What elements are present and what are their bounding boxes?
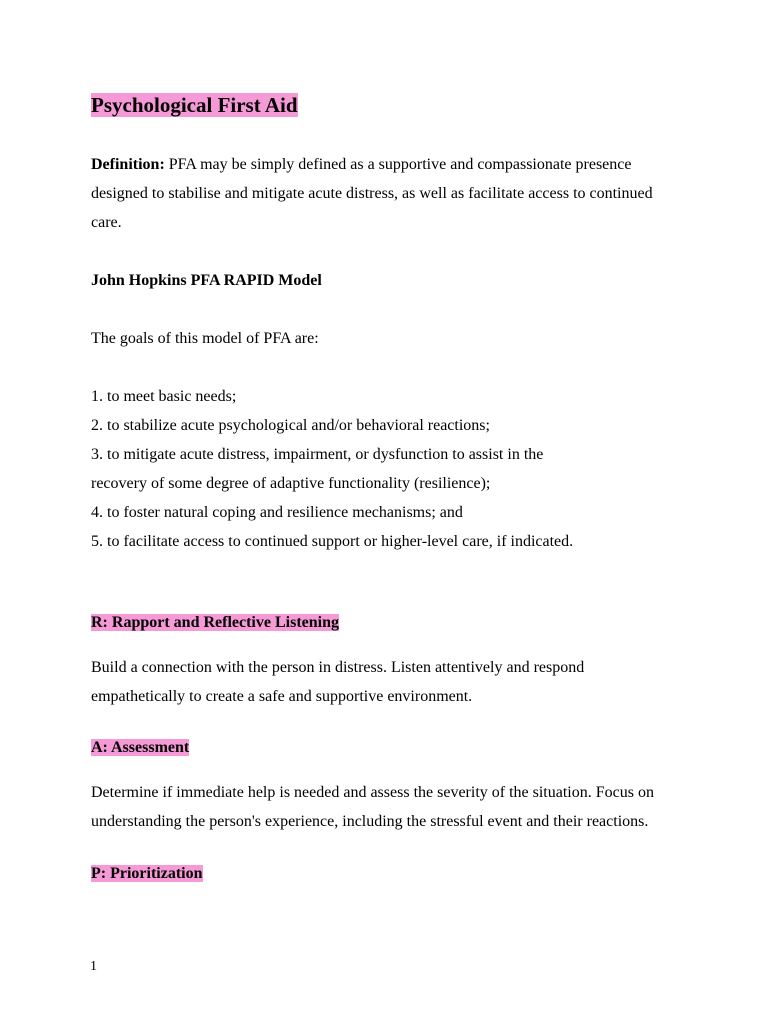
goals-list (91, 382, 573, 556)
title-highlight: Psychological First Aid (91, 93, 298, 117)
goals-intro: The goals of this model of PFA are: (91, 330, 319, 347)
goal-item: 4. to foster natural coping and resilience mechanisms; and (91, 504, 463, 521)
definition-label: Definition: (91, 156, 165, 173)
section-body-assessment: Determine if immediate help is needed and assess the severity of the situation. Focus on understanding the person's experience, including the stressful event and their reactions. (91, 784, 654, 830)
section-heading-prioritization (91, 863, 203, 885)
goal-item: 2. to stabilize acute psychological and/or behavioral reactions; (91, 417, 490, 434)
goal-item: 3. to mitigate acute distress, impairment, or dysfunction to assist in the (91, 446, 544, 463)
document-title (91, 92, 298, 118)
definition-text: PFA may be simply defined as a supportive and compassionate presence designed to stabilise and mitigate acute distress, as well as facilitate access to continued care. (91, 156, 653, 231)
goal-item: 5. to facilitate access to continued support or higher-level care, if indicated. (91, 533, 574, 550)
goal-item: 1. to meet basic needs; (91, 388, 237, 405)
goal-item-continuation: recovery of some degree of adaptive functionality (resilience); (91, 475, 491, 492)
section-heading-rapport (91, 612, 339, 634)
page-number: 1 (90, 959, 97, 974)
heading-highlight: R: Rapport and Reflective Listening (91, 614, 339, 631)
definition-paragraph (91, 150, 681, 237)
heading-highlight: P: Prioritization (91, 865, 203, 882)
section-body-rapport: Build a connection with the person in distress. Listen attentively and respond empathetically to create a safe and supportive environment. (91, 659, 585, 705)
model-heading: John Hopkins PFA RAPID Model (91, 272, 322, 289)
heading-highlight: A: Assessment (91, 739, 190, 756)
section-heading-assessment (91, 737, 189, 759)
